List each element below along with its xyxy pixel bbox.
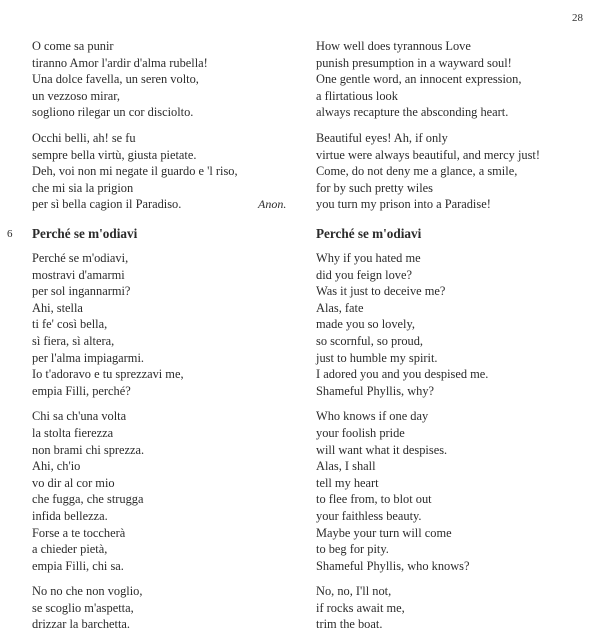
verse-line: Why if you hated me xyxy=(316,251,421,265)
verse-line: tiranno Amor l'ardir d'alma rubella! xyxy=(32,55,208,70)
verse-line: Forse a te toccherà xyxy=(32,525,126,540)
verse-line: your faithless beauty. xyxy=(316,508,422,523)
verse-line: per l'alma impiagarmi. xyxy=(32,350,144,365)
verse-line: che mi sia la prigion xyxy=(32,180,134,195)
verse-line: Maybe your turn will come xyxy=(316,525,452,540)
verse-line: ti fe' così bella, xyxy=(32,317,108,332)
verse-line: your foolish pride xyxy=(316,425,405,440)
verse-line: la stolta fierezza xyxy=(32,425,114,440)
verse-line: per sì bella cagion il Paradiso. xyxy=(32,197,182,212)
verse-line: No, no, I'll not, xyxy=(316,584,392,599)
verse-line: I adored you and you despised me. xyxy=(316,367,489,382)
verse-line: Alas, I shall xyxy=(316,459,376,474)
top-italian-text xyxy=(32,38,292,213)
verse-line: Shameful Phyllis, who knows? xyxy=(316,558,470,573)
verse-line: infida bellezza. xyxy=(32,508,108,523)
song-number: 6 xyxy=(7,228,13,240)
verse-line: tell my heart xyxy=(316,475,379,490)
verse-line: Perché se m'odiavi, xyxy=(32,251,129,265)
page-number: 28 xyxy=(572,12,583,24)
verse-line: se scoglio m'aspetta, xyxy=(32,600,134,615)
verse-line: to flee from, to blot out xyxy=(316,492,432,507)
verse-line: sempre bella virtù, giusta pietate. xyxy=(32,147,197,162)
verse-line: Io t'adoravo e tu sprezzavi me, xyxy=(32,367,184,382)
verse-line: empia Filli, perché? xyxy=(32,383,131,398)
song-title-italian: Perché se m'odiavi xyxy=(32,226,138,241)
verse-line: mostravi d'amarmi xyxy=(32,267,125,282)
stanza xyxy=(316,38,576,121)
verse-line: punish presumption in a wayward soul! xyxy=(316,55,512,70)
song-italian-text xyxy=(32,250,292,633)
attribution: Anon. xyxy=(258,197,287,211)
stanza xyxy=(32,250,292,399)
verse-line: per sol ingannarmi? xyxy=(32,284,131,299)
verse-line: to beg for pity. xyxy=(316,542,389,557)
verse-line: for by such pretty wiles xyxy=(316,180,433,195)
verse-line: Was it just to deceive me? xyxy=(316,284,446,299)
verse-line: One gentle word, an innocent expression, xyxy=(316,72,522,87)
song-title-english: Perché se m'odiavi xyxy=(316,226,422,241)
verse-line: did you feign love? xyxy=(316,267,413,282)
verse-line: un vezzoso mirar, xyxy=(32,88,120,103)
verse-line: vo dir al cor mio xyxy=(32,475,115,490)
stanza xyxy=(32,38,292,121)
stanza xyxy=(32,130,292,213)
verse-line: Shameful Phyllis, why? xyxy=(316,383,435,398)
verse-line: No no che non voglio, xyxy=(32,584,143,599)
verse-line: sì fiera, sì altera, xyxy=(32,333,115,348)
verse-line: Occhi belli, ah! se fu xyxy=(32,130,136,145)
verse-line: Una dolce favella, un seren volto, xyxy=(32,72,199,87)
verse-line: virtue were always beautiful, and mercy just! xyxy=(316,147,540,162)
verse-line: so scornful, so proud, xyxy=(316,333,424,348)
stanza xyxy=(32,408,292,574)
verse-line: made you so lovely, xyxy=(316,317,415,332)
verse-line: Beautiful eyes! Ah, if only xyxy=(316,130,448,145)
stanza xyxy=(316,250,576,399)
verse-line: if rocks await me, xyxy=(316,600,405,615)
stanza xyxy=(316,130,576,213)
verse-line: Deh, voi non mi negate il guardo e 'l riso, xyxy=(32,164,238,179)
verse-line: always recapture the absconding heart. xyxy=(316,105,509,120)
verse-line: Alas, fate xyxy=(316,300,364,315)
stanza xyxy=(32,583,292,633)
stanza xyxy=(316,408,576,574)
verse-line: Ahi, stella xyxy=(32,300,83,315)
verse-line: just to humble my spirit. xyxy=(316,350,438,365)
song-english-text xyxy=(316,250,576,633)
verse-line: Come, do not deny me a glance, a smile, xyxy=(316,164,518,179)
verse-line: che fugga, che strugga xyxy=(32,492,144,507)
top-english-text xyxy=(316,38,576,213)
verse-line: O come sa punir xyxy=(32,39,114,53)
verse-line: drizzar la barchetta. xyxy=(32,617,131,632)
verse-line: a chieder pietà, xyxy=(32,542,108,557)
verse-line: How well does tyrannous Love xyxy=(316,39,471,53)
verse-line: Ahi, ch'io xyxy=(32,459,81,474)
verse-line: non brami chi sprezza. xyxy=(32,442,145,457)
stanza xyxy=(316,583,576,633)
verse-line: a flirtatious look xyxy=(316,88,398,103)
verse-line: sogliono rilegar un cor disciolto. xyxy=(32,105,194,120)
verse-line: you turn my prison into a Paradise! xyxy=(316,197,491,212)
verse-line: trim the boat. xyxy=(316,617,383,632)
verse-line: will want what it despises. xyxy=(316,442,448,457)
verse-line: Chi sa ch'una volta xyxy=(32,409,127,424)
verse-line: Who knows if one day xyxy=(316,409,429,424)
verse-line: empia Filli, chi sa. xyxy=(32,558,124,573)
